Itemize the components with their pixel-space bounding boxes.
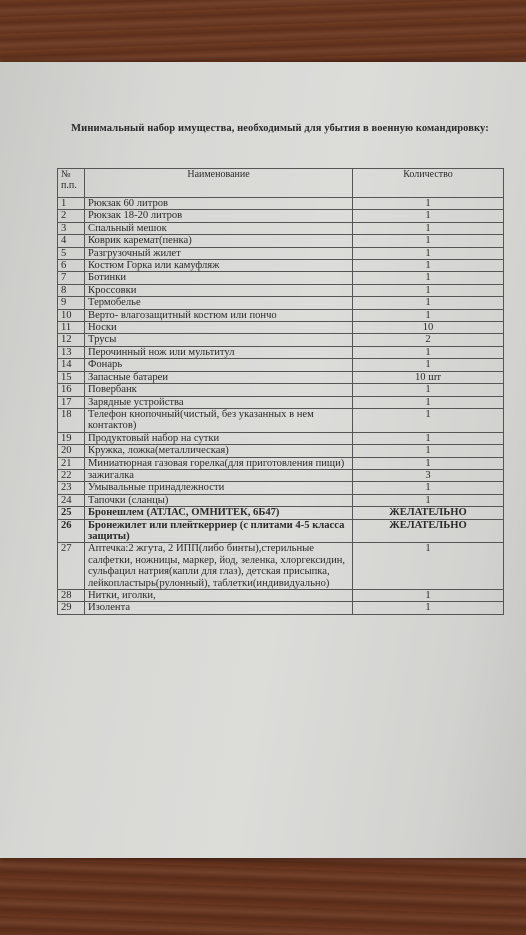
item-name: Аптечка:2 жгута, 2 ИПП(либо бинты),стерильные салфетки, ножницы, маркер, йод, зеленка, хлоргексидин, сульфацил натрия(капли для глаз), детская присыпка, лейкопластырь(рулонный), таблетки(индивидуально) <box>85 543 353 590</box>
table-row <box>58 408 504 432</box>
row-number: 15 <box>58 371 85 383</box>
item-name: Разгрузочный жилет <box>85 247 353 259</box>
item-name: Кружка, ложка(металлическая) <box>85 445 353 457</box>
item-name: Термобелье <box>85 297 353 309</box>
desk-background-bottom <box>0 858 526 935</box>
table-row <box>58 247 504 259</box>
row-number: 17 <box>58 396 85 408</box>
row-number: 5 <box>58 247 85 259</box>
document-title: Минимальный набор имущества, необходимый для убытия в военную командировку: <box>71 123 489 134</box>
table-row <box>58 602 504 614</box>
item-quantity: ЖЕЛАТЕЛЬНО <box>353 507 504 519</box>
row-number: 12 <box>58 334 85 346</box>
row-number: 16 <box>58 384 85 396</box>
row-number: 22 <box>58 469 85 481</box>
item-quantity: 1 <box>353 494 504 506</box>
items-table <box>57 168 504 615</box>
item-name: Рюкзак 60 литров <box>85 198 353 210</box>
row-number: 29 <box>58 602 85 614</box>
item-quantity: 10 <box>353 322 504 334</box>
item-name: Бронежилет или плейткерриер (с плитами 4-5 класса защиты) <box>85 519 353 543</box>
item-name: Зарядные устройства <box>85 396 353 408</box>
table-row <box>58 590 504 602</box>
row-number: 23 <box>58 482 85 494</box>
item-quantity: 1 <box>353 210 504 222</box>
item-name: Умывальные принадлежности <box>85 482 353 494</box>
table-row <box>58 507 504 519</box>
table-row <box>58 457 504 469</box>
row-number: 10 <box>58 309 85 321</box>
table-row <box>58 346 504 358</box>
table-row <box>58 309 504 321</box>
item-name: Миниатюрная газовая горелка(для приготовления пищи) <box>85 457 353 469</box>
item-name: Рюкзак 18-20 литров <box>85 210 353 222</box>
item-name: Изолента <box>85 602 353 614</box>
item-name: зажигалка <box>85 469 353 481</box>
row-number: 28 <box>58 590 85 602</box>
header-name: Наименование <box>85 169 353 198</box>
table-row <box>58 297 504 309</box>
item-name: Ботинки <box>85 272 353 284</box>
row-number: 14 <box>58 359 85 371</box>
item-quantity: 1 <box>353 235 504 247</box>
item-name: Кроссовки <box>85 284 353 296</box>
item-quantity: 3 <box>353 469 504 481</box>
item-quantity: 2 <box>353 334 504 346</box>
row-number: 9 <box>58 297 85 309</box>
table-row <box>58 396 504 408</box>
row-number: 4 <box>58 235 85 247</box>
table-row <box>58 322 504 334</box>
item-name: Носки <box>85 322 353 334</box>
row-number: 1 <box>58 198 85 210</box>
item-quantity: 1 <box>353 384 504 396</box>
table-header-row <box>58 169 504 198</box>
item-name: Трусы <box>85 334 353 346</box>
row-number: 19 <box>58 432 85 444</box>
item-name: Телефон кнопочный(чистый, без указанных в нем контактов) <box>85 408 353 432</box>
table-row <box>58 284 504 296</box>
item-name: Нитки, иголки, <box>85 590 353 602</box>
row-number: 25 <box>58 507 85 519</box>
table-row <box>58 334 504 346</box>
table-row <box>58 371 504 383</box>
row-number: 27 <box>58 543 85 590</box>
item-quantity: 1 <box>353 309 504 321</box>
item-name: Тапочки (сланцы) <box>85 494 353 506</box>
item-name: Повербанк <box>85 384 353 396</box>
item-quantity: 1 <box>353 297 504 309</box>
item-quantity: 1 <box>353 260 504 272</box>
row-number: 20 <box>58 445 85 457</box>
table-row <box>58 359 504 371</box>
item-name: Спальный мешок <box>85 222 353 234</box>
row-number: 8 <box>58 284 85 296</box>
table-row <box>58 272 504 284</box>
row-number: 24 <box>58 494 85 506</box>
row-number: 7 <box>58 272 85 284</box>
item-quantity: 10 шт <box>353 371 504 383</box>
item-name: Фонарь <box>85 359 353 371</box>
row-number: 3 <box>58 222 85 234</box>
header-qty: Количество <box>353 169 504 198</box>
item-quantity: 1 <box>353 359 504 371</box>
table-row <box>58 482 504 494</box>
item-quantity: 1 <box>353 457 504 469</box>
item-quantity: 1 <box>353 272 504 284</box>
item-quantity: 1 <box>353 346 504 358</box>
table-row <box>58 235 504 247</box>
item-quantity: 1 <box>353 198 504 210</box>
item-name: Верто- влагозащитный костюм или пончо <box>85 309 353 321</box>
item-quantity: 1 <box>353 602 504 614</box>
table-row <box>58 198 504 210</box>
table-row <box>58 494 504 506</box>
item-quantity: 1 <box>353 445 504 457</box>
item-quantity: 1 <box>353 247 504 259</box>
item-quantity: 1 <box>353 432 504 444</box>
row-number: 2 <box>58 210 85 222</box>
table-row <box>58 260 504 272</box>
table-row <box>58 469 504 481</box>
item-name: Запасные батареи <box>85 371 353 383</box>
item-quantity: 1 <box>353 590 504 602</box>
item-quantity: 1 <box>353 284 504 296</box>
row-number: 11 <box>58 322 85 334</box>
item-name: Костюм Горка или камуфляж <box>85 260 353 272</box>
table-row <box>58 222 504 234</box>
table-row <box>58 519 504 543</box>
table-row <box>58 445 504 457</box>
item-quantity: 1 <box>353 543 504 590</box>
item-quantity: 1 <box>353 222 504 234</box>
item-quantity: 1 <box>353 408 504 432</box>
paper-sheet <box>0 62 526 858</box>
item-quantity: 1 <box>353 396 504 408</box>
table-row <box>58 432 504 444</box>
item-name: Коврик каремат(пенка) <box>85 235 353 247</box>
item-name: Бронешлем (АТЛАС, ОМНИТЕК, 6Б47) <box>85 507 353 519</box>
table-row <box>58 210 504 222</box>
row-number: 6 <box>58 260 85 272</box>
item-name: Продуктовый набор на сутки <box>85 432 353 444</box>
header-num: № п.п. <box>58 169 85 198</box>
row-number: 13 <box>58 346 85 358</box>
item-quantity: 1 <box>353 482 504 494</box>
row-number: 18 <box>58 408 85 432</box>
item-quantity: ЖЕЛАТЕЛЬНО <box>353 519 504 543</box>
item-name: Перочинный нож или мультитул <box>85 346 353 358</box>
desk-background-top <box>0 0 526 62</box>
table-row <box>58 384 504 396</box>
row-number: 21 <box>58 457 85 469</box>
table-row <box>58 543 504 590</box>
row-number: 26 <box>58 519 85 543</box>
